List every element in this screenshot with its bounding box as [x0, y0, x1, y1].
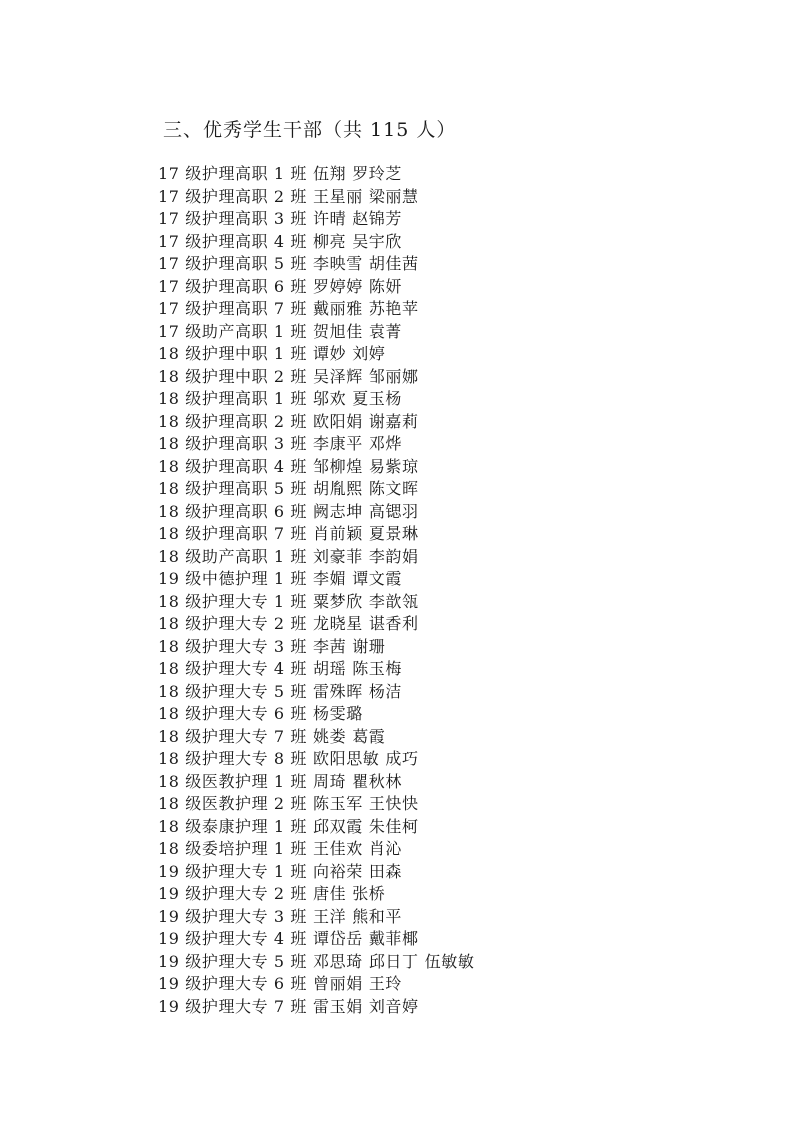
class-name: 18 级护理高职 5 班: [158, 479, 307, 498]
class-name: 19 级护理大专 6 班: [158, 974, 307, 993]
student-name: 邓烨: [368, 434, 403, 453]
student-name: 陈玉军: [313, 794, 363, 813]
list-item: [158, 681, 480, 704]
student-name: 向裕荣: [313, 861, 363, 881]
student-name: 夏玉杨: [352, 389, 403, 408]
student-name: 贺旭佳: [313, 321, 363, 341]
student-names: [313, 366, 425, 389]
list-item: [158, 298, 480, 321]
class-name: 18 级护理大专 6 班: [158, 704, 307, 723]
list-item: [158, 163, 480, 186]
student-names: [313, 726, 391, 749]
student-names: [313, 388, 408, 411]
class-name: 18 级护理中职 2 班: [158, 366, 307, 386]
class-name: 18 级护理大专 8 班: [158, 749, 307, 768]
class-name: 18 级护理大专 5 班: [158, 681, 307, 701]
student-names: [313, 298, 425, 321]
student-name: 杨雯璐: [313, 704, 363, 723]
student-name: 谢珊: [352, 636, 386, 656]
student-names: [313, 681, 408, 704]
student-names: [313, 568, 408, 591]
list-item: [158, 951, 480, 974]
list-item: [158, 433, 480, 456]
student-name: 谭岱岳: [313, 929, 363, 948]
class-name: 18 级护理高职 6 班: [158, 501, 307, 521]
student-names: [313, 411, 425, 434]
student-names: [313, 996, 425, 1019]
list-item: [158, 411, 480, 434]
list-item: [158, 388, 480, 411]
list-item: [158, 613, 480, 636]
student-name: 阙志坤: [313, 501, 363, 521]
list-item: [158, 973, 480, 996]
student-names: [313, 906, 408, 929]
class-name: 17 级护理高职 6 班: [158, 276, 307, 296]
student-name: 熊和平: [352, 906, 403, 926]
list-item: [158, 186, 480, 209]
class-name: 18 级护理中职 1 班: [158, 344, 307, 363]
student-name: 杨洁: [368, 681, 403, 701]
student-names: [313, 591, 425, 614]
student-name: 李韵娟: [368, 546, 419, 566]
student-names: [313, 951, 480, 974]
list-item: [158, 478, 480, 501]
student-name: 王星丽: [313, 186, 363, 206]
list-item: [158, 996, 480, 1019]
list-item: [158, 771, 480, 794]
class-name: 17 级护理高职 2 班: [158, 186, 307, 206]
student-name: 唐佳: [313, 884, 347, 903]
class-name: 19 级护理大专 2 班: [158, 884, 307, 903]
student-name: 肖沁: [368, 839, 403, 858]
student-names: [313, 321, 408, 344]
student-names: [313, 501, 425, 524]
list-item: [158, 658, 480, 681]
student-names: [313, 861, 408, 884]
student-name: 邹柳煌: [313, 456, 363, 476]
student-name: 葛霞: [352, 726, 386, 746]
student-name: 李康平: [313, 434, 363, 453]
student-name: 王玲: [368, 974, 403, 993]
class-name: 19 级护理大专 3 班: [158, 906, 307, 926]
class-name: 17 级护理高职 3 班: [158, 209, 307, 228]
student-name: 柳亮: [313, 231, 347, 251]
student-names: [313, 928, 425, 951]
student-name: 李媚: [313, 569, 347, 588]
list-item: [158, 208, 480, 231]
list-item: [158, 321, 480, 344]
student-names: [313, 276, 408, 299]
student-names: [313, 658, 408, 681]
student-name: 张桥: [352, 884, 386, 903]
student-name: 罗玲芝: [352, 164, 403, 183]
student-name: 夏景琳: [368, 524, 419, 543]
student-name: 李歆瓴: [368, 591, 419, 611]
list-item: [158, 523, 480, 546]
student-name: 瞿秋林: [352, 771, 403, 791]
student-name: 李茜: [313, 636, 347, 656]
list-item: [158, 366, 480, 389]
list-item: [158, 231, 480, 254]
list-item: [158, 861, 480, 884]
cadre-list: [158, 163, 480, 1018]
student-name: 吴泽辉: [313, 366, 363, 386]
class-name: 17 级护理高职 1 班: [158, 164, 307, 183]
student-name: 袁菁: [368, 321, 403, 341]
list-item: [158, 906, 480, 929]
list-item: [158, 703, 480, 726]
list-item: [158, 883, 480, 906]
student-names: [313, 231, 408, 254]
student-name: 罗婷婷: [313, 276, 363, 296]
student-name: 高锶羽: [368, 501, 419, 521]
student-name: 谌香利: [368, 614, 419, 633]
class-name: 17 级助产高职 1 班: [158, 321, 307, 341]
list-item: [158, 748, 480, 771]
student-names: [313, 253, 425, 276]
student-name: 粟梦欣: [313, 591, 363, 611]
student-name: 刘音婷: [368, 996, 419, 1016]
list-item: [158, 838, 480, 861]
student-names: [313, 478, 425, 501]
student-names: [313, 208, 408, 231]
class-name: 18 级护理大专 4 班: [158, 659, 307, 678]
student-name: 田森: [368, 861, 403, 881]
student-name: 胡胤熙: [313, 479, 363, 498]
student-name: 王佳欢: [313, 839, 363, 858]
student-name: 吴宇欣: [352, 231, 403, 251]
student-name: 雷殊晖: [313, 681, 363, 701]
class-name: 18 级护理大专 7 班: [158, 726, 307, 746]
student-name: 伍敏敏: [424, 951, 475, 971]
student-names: [313, 973, 408, 996]
list-item: [158, 793, 480, 816]
student-name: 梁丽慧: [368, 186, 419, 206]
class-name: 18 级护理高职 3 班: [158, 434, 307, 453]
student-names: [313, 793, 425, 816]
class-name: 18 级委培护理 1 班: [158, 839, 307, 858]
student-name: 胡佳茜: [368, 254, 419, 273]
student-name: 邓思琦: [313, 951, 363, 971]
class-name: 18 级护理大专 1 班: [158, 591, 307, 611]
student-name: 戴菲椰: [368, 929, 419, 948]
student-names: [313, 771, 408, 794]
list-item: [158, 726, 480, 749]
student-name: 谢嘉莉: [368, 411, 419, 431]
student-name: 欧阳思敏: [313, 749, 380, 768]
student-names: [313, 838, 408, 861]
student-names: [313, 163, 408, 186]
section-heading: 三、优秀学生干部（共 115 人）: [163, 119, 457, 141]
class-name: 18 级护理高职 4 班: [158, 456, 307, 476]
list-item: [158, 456, 480, 479]
student-names: [313, 883, 391, 906]
student-name: 戴丽雅: [313, 299, 363, 318]
list-item: [158, 591, 480, 614]
class-name: 18 级护理高职 7 班: [158, 524, 307, 543]
student-name: 邬欢: [313, 389, 347, 408]
student-name: 欧阳娟: [313, 411, 363, 431]
student-name: 刘豪菲: [313, 546, 363, 566]
class-name: 18 级医教护理 1 班: [158, 771, 307, 791]
student-name: 陈玉梅: [352, 659, 403, 678]
class-name: 18 级护理大专 2 班: [158, 614, 307, 633]
student-name: 邱双霞: [313, 816, 363, 836]
student-name: 姚娄: [313, 726, 347, 746]
student-name: 苏艳苹: [368, 299, 419, 318]
class-name: 19 级护理大专 4 班: [158, 929, 307, 948]
list-item: [158, 636, 480, 659]
student-names: [313, 343, 391, 366]
class-name: 18 级泰康护理 1 班: [158, 816, 307, 836]
student-name: 雷玉娟: [313, 996, 363, 1016]
class-name: 19 级护理大专 1 班: [158, 861, 307, 881]
class-name: 18 级医教护理 2 班: [158, 794, 307, 813]
student-name: 肖前颖: [313, 524, 363, 543]
student-name: 谭文霞: [352, 569, 403, 588]
student-name: 王快快: [368, 794, 419, 813]
student-name: 许晴: [313, 209, 347, 228]
student-name: 陈妍: [368, 276, 403, 296]
list-item: [158, 928, 480, 951]
class-name: 17 级护理高职 5 班: [158, 254, 307, 273]
student-name: 邱日丁: [368, 951, 419, 971]
class-name: 18 级助产高职 1 班: [158, 546, 307, 566]
student-names: [313, 186, 425, 209]
student-name: 易紫琼: [368, 456, 419, 476]
student-names: [313, 523, 425, 546]
student-name: 朱佳柯: [368, 816, 419, 836]
student-name: 龙晓星: [313, 614, 363, 633]
student-name: 刘婷: [352, 344, 386, 363]
student-name: 曾丽娟: [313, 974, 363, 993]
student-names: [313, 748, 425, 771]
student-names: [313, 433, 408, 456]
student-names: [313, 546, 425, 569]
list-item: [158, 253, 480, 276]
student-names: [313, 816, 425, 839]
list-item: [158, 276, 480, 299]
class-name: 18 级护理大专 3 班: [158, 636, 307, 656]
student-name: 谭妙: [313, 344, 347, 363]
student-name: 王洋: [313, 906, 347, 926]
class-name: 19 级护理大专 7 班: [158, 996, 307, 1016]
list-item: [158, 568, 480, 591]
class-name: 19 级护理大专 5 班: [158, 951, 307, 971]
student-names: [313, 636, 391, 659]
student-names: [313, 456, 425, 479]
list-item: [158, 816, 480, 839]
student-name: 李映雪: [313, 254, 363, 273]
class-name: 18 级护理高职 2 班: [158, 411, 307, 431]
list-item: [158, 501, 480, 524]
class-name: 17 级护理高职 7 班: [158, 299, 307, 318]
student-names: [313, 613, 425, 636]
student-name: 赵锦芳: [352, 209, 403, 228]
student-name: 伍翔: [313, 164, 347, 183]
class-name: 19 级中德护理 1 班: [158, 569, 307, 588]
student-name: 陈文晖: [368, 479, 419, 498]
student-name: 邹丽娜: [368, 366, 419, 386]
student-name: 周琦: [313, 771, 347, 791]
student-names: [313, 703, 369, 726]
class-name: 17 级护理高职 4 班: [158, 231, 307, 251]
student-name: 成巧: [385, 749, 419, 768]
list-item: [158, 546, 480, 569]
class-name: 18 级护理高职 1 班: [158, 389, 307, 408]
list-item: [158, 343, 480, 366]
student-name: 胡瑶: [313, 659, 347, 678]
